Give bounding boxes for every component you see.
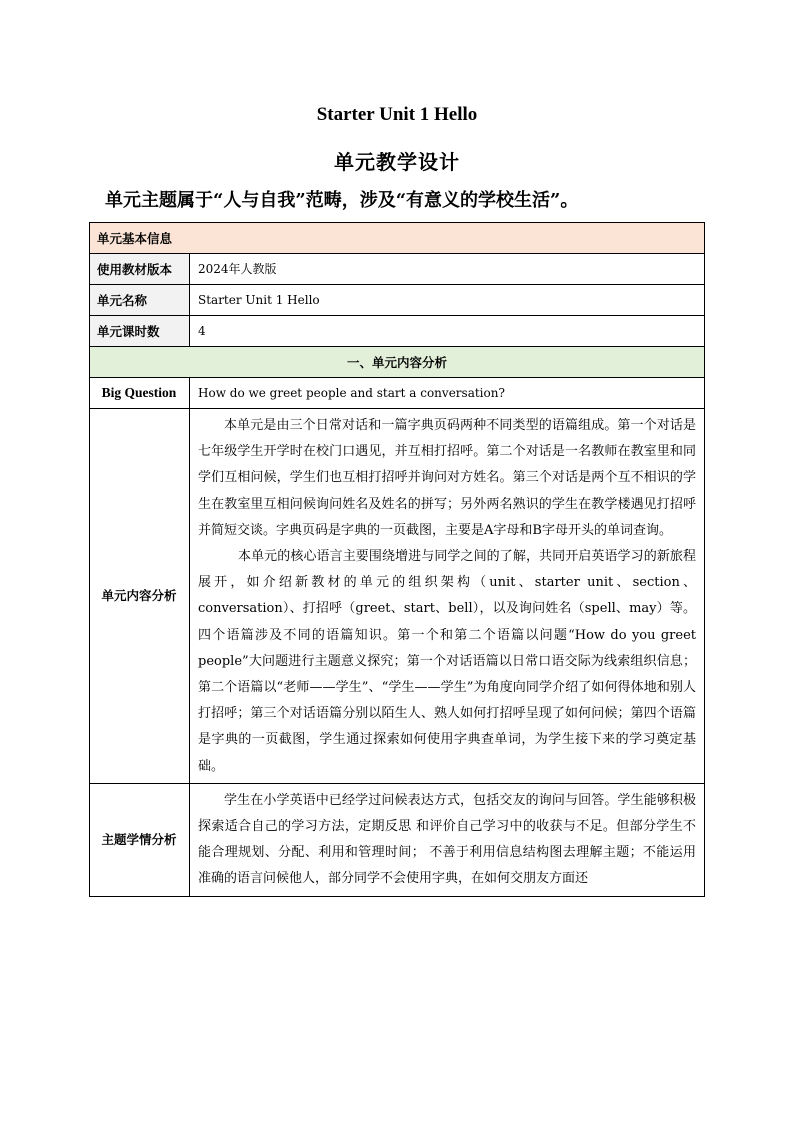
unit-name-label: 单元名称	[90, 285, 190, 316]
basic-info-row	[90, 223, 705, 254]
design-heading: 单元教学设计	[334, 150, 460, 174]
big-question-row	[90, 378, 705, 409]
textbook-version-value: 2024年人教版	[190, 254, 705, 285]
content-analysis-paragraph-2: 本单元的核心语言主要围绕增进与同学之间的了解，共同开启英语学习的新旅程展开，如介绍新教材的单元的组织架构（unit、starter unit、section、conversation）、打招呼（greet、start、bell），以及询问姓名（spell、may）等。四个语篇涉及不同的语篇知识。第一个和第二个语篇以问题“How do you greet people”大问题进行主题意义探究；第一个对话语篇以日常口语交际为线索组织信息；第二个语篇以“老师——学生”、“学生——学生”为角度向同学介绍了如何得体地和别人打招呼；第三个对话语篇分别以陌生人、熟人如何打招呼呈现了如何问候；第四个语篇是字典的一页截图，学生通过探索如何使用字典查单词，为学生接下来的学习奠定基础。	[198, 549, 697, 774]
learner-analysis-row	[90, 783, 705, 896]
big-question-value: How do we greet people and start a conversation?	[190, 378, 705, 409]
big-question-label: Big Question	[90, 378, 190, 409]
theme-statement: 单元主题属于“人与自我”范畴，涉及“有意义的学校生活”。	[105, 190, 579, 211]
basic-info-header: 单元基本信息	[90, 223, 705, 254]
content-analysis-paragraph-1: 本单元是由三个日常对话和一篇字典页码两种不同类型的语篇组成。第一个对话是七年级学生开学时在校门口遇见，并互相打招呼。第二个对话是一名教师在教室里和同学们互相问候，学生们也互相打招呼并询问对方姓名。第三个对话是两个互不相识的学生在教室里互相问候询问姓名及姓名的拼写；另外两名熟识的学生在教学楼遇见打招呼并简短交谈。字典页码是字典的一页截图，主要是A字母和B字母开头的单词查询。	[198, 418, 697, 538]
lesson-count-value: 4	[190, 316, 705, 347]
section1-header: 一、单元内容分析	[90, 347, 705, 378]
content-analysis-row	[90, 409, 705, 784]
content-analysis-label: 单元内容分析	[90, 409, 190, 784]
lesson-count-label: 单元课时数	[90, 316, 190, 347]
unit-name-value: Starter Unit 1 Hello	[190, 285, 705, 316]
table-row	[90, 285, 705, 316]
learner-analysis-paragraph: 学生在小学英语中已经学过问候表达方式，包括交友的询问与回答。学生能够积极探索适合自己的学习方法，定期反思 和评价自己学习中的收获与不足。但部分学生不能合理规划、分配、利用和管理时间； 不善于利用信息结构图去理解主题；不能运用准确的语言问候他人，部分同学不会使用字典，在如何交朋友方面还	[198, 792, 697, 887]
textbook-version-label: 使用教材版本	[90, 254, 190, 285]
unit-title: Starter Unit 1 Hello	[316, 104, 478, 125]
content-analysis-cell	[190, 409, 705, 784]
unit-design-table	[89, 222, 705, 897]
learner-analysis-label: 主题学情分析	[90, 783, 190, 896]
learner-analysis-cell	[190, 783, 705, 896]
section-header-row	[90, 347, 705, 378]
table-row	[90, 316, 705, 347]
table-row	[90, 254, 705, 285]
